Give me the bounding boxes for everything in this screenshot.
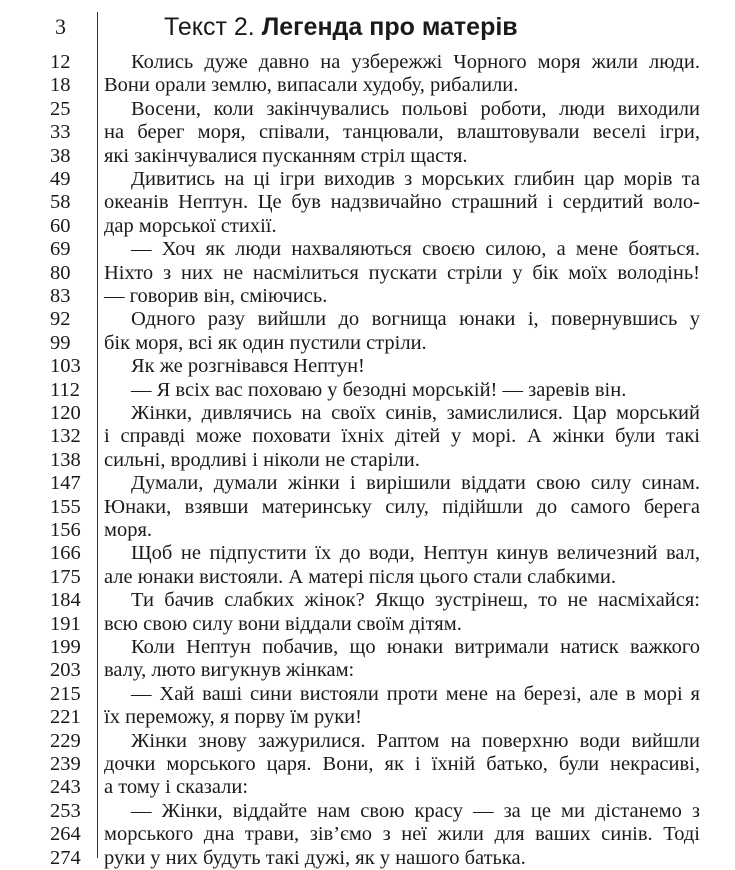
text-line: — говорив він, сміючись. (104, 285, 328, 307)
text-line: Дивитись на ці ігри виходив з морських глибин цар морів та (131, 168, 700, 190)
text-line: Жінки, дивлячись на своїх синів, замислилися. Цар морський (131, 402, 700, 424)
title-prefix: Текст 2. (164, 13, 262, 41)
word-count: 239 (50, 753, 81, 775)
text-line: Юнаки, взявши материнську силу, підійшли до самого берега (104, 495, 700, 518)
word-count: 274 (50, 846, 81, 869)
text-line: — Хоч як люди нахваляються своєю силою, а мене бояться. (131, 238, 700, 261)
text-line: валу, люто вигукнув жінкам: (104, 659, 355, 682)
word-count: 103 (50, 355, 81, 378)
text-line: — Хай ваші сини вистояли проти мене на березі, але в морі я (131, 682, 700, 705)
word-count: 92 (50, 308, 71, 331)
word-count: 60 (50, 214, 71, 237)
text-line: але юнаки вистояли. А матері після цього стали слабкими. (104, 565, 616, 588)
word-count: 33 (50, 121, 71, 144)
word-count: 138 (50, 448, 81, 471)
page-title (164, 12, 518, 42)
word-count: 99 (50, 331, 71, 354)
text-line: Колись дуже давно на узбережжі Чорного моря жили люди. (131, 51, 700, 73)
word-count: 132 (50, 425, 81, 448)
text-line: Щоб не підпустити їх до води, Нептун кинув величезний вал, (131, 542, 700, 565)
text-line: — Я всіх вас поховаю у безодні морській! — заревів він. (131, 378, 627, 401)
word-count-title: 3 (55, 14, 66, 39)
word-count: 264 (50, 823, 81, 846)
text-line: моря. (104, 519, 153, 541)
text-line: бік моря, всі як один пустили стріли. (104, 331, 427, 354)
text-line: морського дна трави, зів’ємо з неї жили для ваших синів. Тоді (104, 823, 700, 846)
text-line: їх переможу, я порву їм руки! (104, 706, 362, 729)
word-count: 175 (50, 565, 81, 588)
text-line: а тому і сказали: (104, 776, 249, 799)
text-line: на берег моря, співали, танцювали, влаштовували веселі ігри, (104, 121, 700, 144)
title-bold: Легенда про матерів (261, 13, 518, 41)
text-line: які закінчувалися пусканням стріл щастя. (104, 144, 468, 167)
text-line: і справді може поховати їхніх дітей у морі. А жінки були такі (104, 425, 700, 448)
word-count: 155 (50, 495, 81, 518)
text-line: Жінки знову зажурилися. Раптом на поверхню води вийшли (131, 729, 700, 752)
word-count: 221 (50, 706, 81, 729)
text-line: руки у них будуть такі дужі, як у нашого батька. (104, 846, 526, 869)
word-count: 156 (50, 519, 81, 541)
word-count: 18 (50, 74, 71, 97)
text-line: дочки морського царя. Вони, як і їхній батько, були некрасиві, (104, 753, 700, 775)
word-count: 69 (50, 238, 71, 261)
word-count: 58 (50, 191, 71, 214)
word-count: 38 (50, 144, 71, 167)
text-line: — Жінки, віддайте нам свою красу — за це ми дістанемо з (131, 799, 700, 822)
word-count: 80 (50, 261, 71, 284)
word-count-column (0, 12, 98, 869)
text-line: Коли Нептун побачив, що юнаки витримали натиск важкого (131, 636, 700, 658)
word-count: 199 (50, 636, 81, 658)
word-count: 112 (50, 378, 80, 401)
word-count: 25 (50, 97, 71, 120)
word-count: 12 (50, 51, 71, 73)
word-count: 147 (50, 472, 81, 495)
word-count: 83 (50, 285, 71, 307)
word-count: 253 (50, 799, 81, 822)
word-count: 49 (50, 168, 71, 190)
word-count: 243 (50, 776, 81, 799)
text-line: океанів Нептун. Це був надзвичайно страшний і сердитий воло- (104, 191, 700, 214)
word-count: 203 (50, 659, 81, 682)
word-count: 120 (50, 402, 81, 424)
text-line: Як же розгнівався Нептун! (131, 355, 365, 378)
word-count: 215 (50, 682, 81, 705)
text-line: Одного разу вийшли до вогнища юнаки і, повернувшись у (131, 308, 700, 331)
word-count: 191 (50, 612, 81, 635)
text-line: Думали, думали жінки і вирішили віддати свою силу синам. (131, 472, 700, 495)
word-count: 184 (50, 589, 81, 612)
text-line: Вони орали землю, випасали худобу, рибалили. (104, 74, 519, 97)
text-line: Ти бачив слабких жінок? Якщо зустрінеш, то не насміхайся: (131, 589, 700, 612)
text-line: всю свою силу вони віддали своїм дітям. (104, 612, 462, 635)
text-line: Ніхто з них не насмілиться пускати стріли у бік моїх володінь! (104, 261, 700, 284)
text-line: дар морської стихії. (104, 214, 277, 237)
text-line: Восени, коли закінчувались польові роботи, люди виходили (131, 97, 700, 120)
text-line: сильні, вродливі і ніколи не старіли. (104, 448, 420, 471)
word-count: 229 (50, 729, 81, 752)
word-count: 166 (50, 542, 81, 565)
